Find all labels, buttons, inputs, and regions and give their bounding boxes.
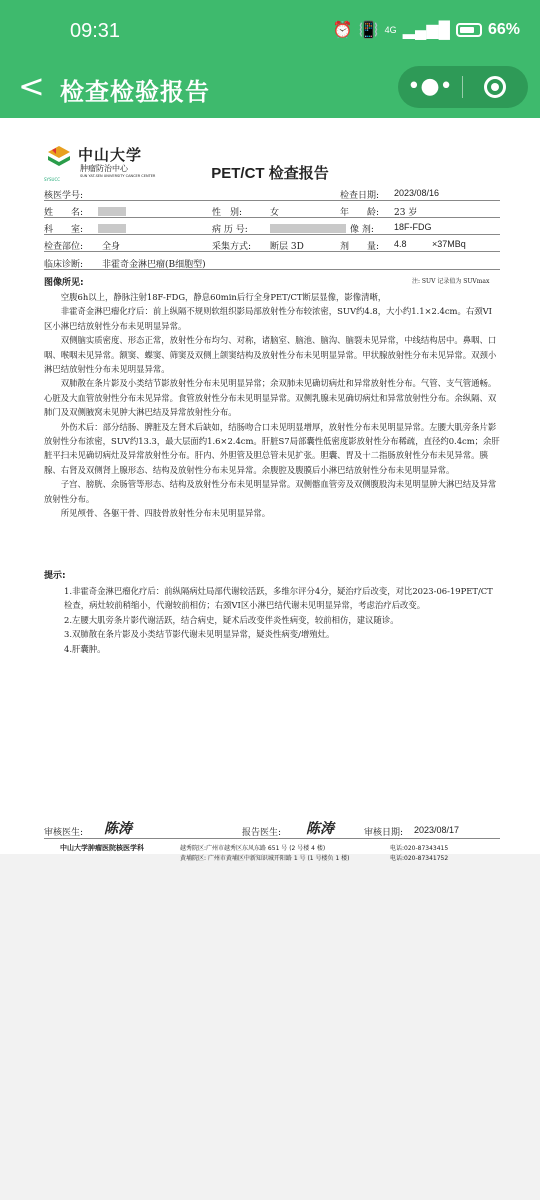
divider <box>44 234 500 235</box>
record-no-label: 病 历 号: <box>212 225 248 235</box>
footer-phone-2: 电话:020-87341752 <box>390 855 449 862</box>
logo-center: 肿瘤防治中心 <box>80 164 128 173</box>
reviewer-label: 审核医生: <box>44 828 84 838</box>
review-date-label: 审核日期: <box>364 828 404 838</box>
footer-address-1: 越秀院区:广州市越秀区东风东路 651 号 (2 号楼 4 楼) <box>180 845 326 852</box>
exam-part-value: 全身 <box>102 242 121 252</box>
tip-item: 4.肝囊肿。 <box>64 643 106 654</box>
exam-date-label: 检查日期: <box>340 191 380 201</box>
dose-label: 剂 量: <box>340 242 380 252</box>
age-value: 23 岁 <box>394 208 418 218</box>
network-label: 4G <box>384 25 397 35</box>
redacted-name <box>98 207 126 216</box>
tip-item: 3.双肺散在条片影及小类结节影代谢未见明显异常，疑炎性病变/增殖灶。 <box>64 629 335 640</box>
diagnosis-label: 临床诊断: <box>44 260 84 270</box>
redacted-dept <box>98 224 126 233</box>
sex-label: 性 别: <box>212 208 243 218</box>
divider <box>44 217 500 218</box>
name-label: 姓 名: <box>44 208 84 218</box>
logo-university: 中山大学 <box>78 146 143 164</box>
reviewer-signature: 陈涛 <box>104 821 132 837</box>
tips-text <box>64 584 494 656</box>
divider <box>44 838 500 839</box>
tip-item: 2.左腰大肌旁条片影代谢活跃，结合病史，疑术后改变伴炎性病变，较前相仿，建议随诊。 <box>64 614 399 625</box>
exam-part-label: 检查部位: <box>44 242 84 252</box>
more-icon[interactable]: •●• <box>407 74 453 99</box>
close-mini-program-button[interactable] <box>463 76 527 98</box>
status-bar <box>0 0 540 60</box>
back-button[interactable]: < <box>18 67 45 105</box>
findings-heading: 图像所见: <box>44 278 84 288</box>
exam-date-value: 2023/08/16 <box>394 188 440 198</box>
findings-paragraph: 外伤术后：部分结肠、脾脏及左肾术后缺如，结肠吻合口未见明显增厚，放射性分布未见明显异常。左腰大肌旁条片影放射性分布浓密，SUV约13.3，最大层面约1.6×2.4cm。肝脏S7局部囊性低密度影放射性分布稀疏，直径约0.4cm；余肝脏平扫未见确切病灶及异常放射性分布。肝内、外胆管及胆总管未见扩张。胆囊、胃及十二指肠放射性分布未见异常。胰腺、右肾及双侧肾上腺形态、结构及放射性分布未见异常。余腹腔及腹膜后小淋巴结放射性分布未见明显异常。 <box>44 421 500 475</box>
dept-label: 科 室: <box>44 225 84 235</box>
findings-paragraph: 所见颅骨、各躯干骨、四肢骨放射性分布未见明显异常。 <box>60 508 271 519</box>
tips-heading: 提示: <box>44 571 66 581</box>
redacted-record-no <box>270 224 346 233</box>
findings-paragraph: 非霍奇金淋巴瘤化疗后：前上纵隔不规则软组织影局部放射性分布较浓密，SUV约4.8，大小约1.1×2.4cm。右颈VI区小淋巴结放射性分布未见明显异常。 <box>44 306 492 331</box>
status-time: 09:31 <box>70 20 121 42</box>
findings-paragraph: 双肺散在条片影及小类结节影放射性分布未见明显异常；余双肺未见确切病灶和异常放射性分布。气管、支气管通畅。心脏及大血管放射性分布未见异常。食管放射性分布未见明显异常。双侧乳腺未见确切病灶和异常放射性分布。余纵隔、双肺门及双侧腋窝未见肿大淋巴结及异常放射性分布。 <box>44 378 497 418</box>
divider <box>44 269 500 270</box>
findings-paragraph: 双侧脑实质密度、形态正常，放射性分布均匀、对称，诸脑室、脑池、脑沟、脑裂未见异常，中线结构居中。鼻咽、口咽、喉咽未见异常。额窦、蝶窦、筛窦及双侧上颌窦结构及放射性分布未见明显异常。甲状腺放射性分布未见异常。双颈小淋巴结放射性分布未见明显异常。 <box>44 335 497 375</box>
diagnosis-value: 非霍奇金淋巴瘤(B细胞型) <box>102 260 206 270</box>
vibrate-icon: 📳 <box>358 22 379 39</box>
dose-value: 4.8 <box>394 239 407 249</box>
suv-note: 注: SUV 记录值为 SUVmax <box>412 278 490 285</box>
app-bar <box>0 60 540 118</box>
battery-level: 66% <box>487 21 520 38</box>
method-value: 断层 3D <box>270 242 304 252</box>
logo-badge: SYSUCC <box>44 177 61 182</box>
divider <box>44 200 500 201</box>
findings-paragraph: 子宫、膀胱、余肠管等形态、结构及放射性分布未见明显异常。双侧髂血管旁及双侧腹股沟未见明显肿大淋巴结及异常放射性分布。 <box>44 479 497 504</box>
reporter-label: 报告医生: <box>242 828 282 838</box>
footer-department: 中山大学肿瘤医院核医学科 <box>60 844 144 852</box>
dose-unit: ×37MBq <box>432 239 466 249</box>
report-title: PET/CT 检查报告 <box>211 165 329 182</box>
method-label: 采集方式: <box>212 242 252 252</box>
mini-program-capsule <box>398 66 528 108</box>
footer-address-2: 黄埔院区: 广州市黄埔区中新知识城开阳路 1 号 (1 号楼负 1 楼) <box>180 855 350 862</box>
signal-icon: ▂▄▆█ <box>402 22 450 39</box>
agent-value: 18F-FDG <box>394 222 432 232</box>
report-document <box>0 118 540 862</box>
nuclear-no-label: 核医学号: <box>44 191 84 201</box>
findings-text <box>44 290 500 521</box>
logo-english: SUN YAT-SEN UNIVERSITY CANCER CENTER <box>80 174 156 178</box>
reporter-signature: 陈涛 <box>306 821 334 837</box>
age-label: 年 龄: <box>340 208 380 218</box>
divider <box>44 251 500 252</box>
page-title: 检查检验报告 <box>60 78 210 106</box>
target-icon <box>484 76 506 98</box>
review-date-value: 2023/08/17 <box>414 825 460 835</box>
agent-label: 像 剂: <box>350 225 374 235</box>
status-icons <box>333 20 520 40</box>
footer-phone-1: 电话:020-87343415 <box>390 845 449 852</box>
sex-value: 女 <box>270 208 280 218</box>
alarm-icon: ⏰ <box>332 22 353 39</box>
battery-icon <box>456 23 482 37</box>
tip-item: 1.非霍奇金淋巴瘤化疗后：前纵隔病灶局部代谢较活跃，多维尔评分4分，疑治疗后改变，对比2023-06-19PET/CT检查，病灶较前稍缩小，代谢较前相仿；右颈VI区小淋巴结代谢未见明显异常，考虑治疗后改变。 <box>64 586 493 611</box>
findings-paragraph: 空腹6h以上，静脉注射18F-FDG，静息60min后行全身PET/CT断层显像，影像清晰， <box>60 292 387 302</box>
